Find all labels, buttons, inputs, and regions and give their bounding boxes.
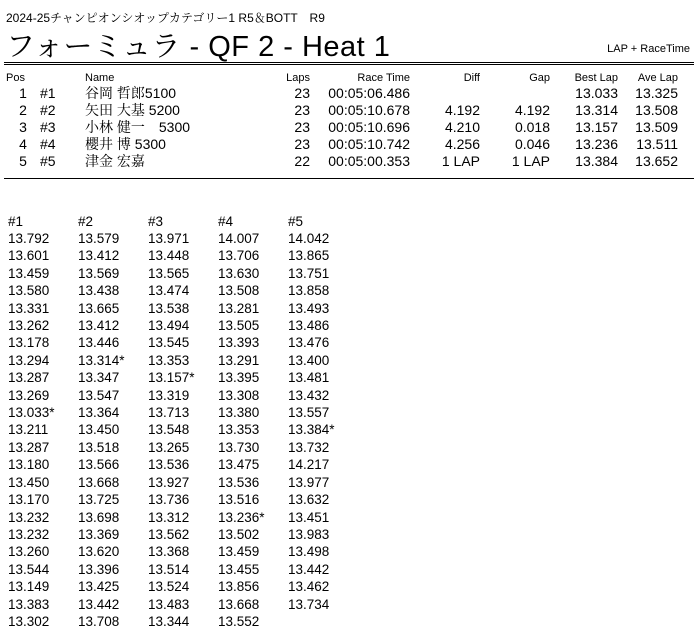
lap-time-cell: 13.552 [218,613,260,629]
pos-cell: 1 [19,85,27,101]
race-time-cell: 00:05:10.742 [328,136,410,152]
lap-time-cell: 13.708 [78,613,120,629]
lap-time-cell: 13.481 [288,370,330,386]
lap-time-cell: 13.446 [78,335,120,351]
lap-row [8,282,358,299]
pos-cell: 4 [19,136,27,152]
scoring-mode: LAP + RaceTime [607,43,690,55]
lap-row [8,387,358,404]
lap-time-cell: 13.180 [8,457,50,473]
lap-time-cell: 13.579 [78,231,120,246]
lap-time-cell: 13.536 [148,457,190,473]
lap-time-cell: 13.331 [8,300,50,316]
lap-time-cell: 13.548 [148,422,190,438]
table-row [0,85,678,102]
lap-time-cell: 13.927 [148,474,190,490]
lap-times-table [8,213,358,630]
lap-time-cell: 13.505 [218,318,260,334]
lap-time-cell: 13.312 [148,509,190,525]
lap-row [8,578,358,595]
lap-time-cell: 13.455 [218,561,260,577]
best-lap-cell: 13.033 [575,85,618,101]
lap-row [8,439,358,456]
column-header-driver-name: Name [85,72,115,84]
lap-time-cell: 13.442 [288,561,330,577]
ave-lap-cell: 13.652 [635,153,678,169]
lap-time-cell: 13.514 [148,561,190,577]
lap-time-cell: 13.344 [148,613,190,629]
lap-time-cell: 13.314* [78,352,125,368]
lap-row [8,474,358,491]
lap-row [8,334,358,351]
lap-row [8,369,358,386]
lap-time-cell: 13.856 [218,579,260,595]
lap-row [8,491,358,508]
lap-time-cell: 13.425 [78,579,120,595]
table-row [0,102,678,119]
header-divider [4,62,694,63]
lap-time-cell: 13.562 [148,526,190,542]
car-number-cell: #1 [40,85,56,101]
lap-row [8,300,358,317]
lap-time-cell: 13.450 [78,422,120,438]
lap-column-header: #3 [148,214,164,229]
lap-time-cell: 13.178 [8,335,50,351]
lap-time-cell: 13.983 [288,526,330,542]
results-table [0,71,678,170]
race-time-cell: 00:05:06.486 [328,85,410,101]
lap-time-cell: 13.865 [288,248,330,264]
lap-time-cell: 13.698 [78,509,120,525]
ave-lap-cell: 13.508 [635,102,678,118]
lap-time-cell [288,613,358,630]
lap-time-cell: 13.544 [8,561,50,577]
lap-time-cell: 13.734 [288,596,330,612]
lap-time-cell: 13.518 [78,439,120,455]
gap-cell [480,85,550,102]
lap-time-cell: 13.287 [8,439,50,455]
diff-cell: 4.256 [444,136,480,152]
column-header-diff: Diff [463,72,480,84]
lap-time-cell: 13.569 [78,265,120,281]
lap-time-cell: 13.483 [148,596,190,612]
lap-time-cell: 13.232 [8,509,50,525]
lap-time-cell: 13.580 [8,283,50,299]
lap-time-cell: 13.347 [78,370,120,386]
lap-time-cell: 13.368 [148,544,190,560]
lap-time-cell: 13.450 [8,474,50,490]
laps-cell: 23 [294,136,310,152]
lap-row [8,247,358,264]
lap-time-cell: 13.977 [288,474,330,490]
lap-times-body [8,230,358,630]
lap-time-cell: 13.536 [218,474,260,490]
lap-time-cell: 13.475 [218,457,260,473]
lap-time-cell: 13.601 [8,248,50,264]
lap-time-cell: 13.412 [78,318,120,334]
lap-time-cell: 13.291 [218,352,260,368]
lap-time-cell: 13.353 [148,352,190,368]
lap-time-cell: 13.448 [148,248,190,264]
race-time-cell: 00:05:10.678 [328,102,410,118]
lap-time-cell: 13.170 [8,492,50,508]
lap-row [8,526,358,543]
gap-cell: 1 LAP [511,153,550,169]
lap-time-cell: 13.033* [8,405,55,421]
lap-time-cell: 13.432 [288,387,330,403]
lap-time-cell: 13.665 [78,300,120,316]
driver-name-cell: 小林 健一 5300 [85,119,191,135]
lap-time-cell: 13.380 [218,405,260,421]
lap-time-cell: 13.294 [8,352,50,368]
lap-time-cell: 13.792 [8,231,50,246]
lap-time-cell: 13.620 [78,544,120,560]
pos-cell: 5 [19,153,27,169]
lap-time-cell: 13.364 [78,405,120,421]
lap-time-cell: 13.442 [78,596,120,612]
lap-time-cell: 13.269 [8,387,50,403]
column-header-laps: Laps [286,72,310,84]
diff-cell: 4.192 [444,102,480,118]
lap-row [8,421,358,438]
car-number-cell: #2 [40,102,56,118]
lap-time-cell: 13.502 [218,526,260,542]
pos-cell: 2 [19,102,27,118]
ave-lap-cell: 13.509 [635,119,678,135]
lap-time-cell: 13.459 [8,265,50,281]
laps-cell: 23 [294,119,310,135]
lap-time-cell: 13.547 [78,387,120,403]
lap-time-cell: 13.308 [218,387,260,403]
lap-row [8,265,358,282]
column-header-race-time: Race Time [357,72,410,84]
lap-time-cell: 13.476 [288,335,330,351]
lap-row [8,613,358,630]
lap-time-cell: 13.545 [148,335,190,351]
laps-cell: 23 [294,102,310,118]
laps-cell: 22 [294,153,310,169]
lap-column-header: #2 [78,214,94,229]
results-header-row [0,71,678,85]
gap-cell: 4.192 [514,102,550,118]
column-header-car-number [40,71,85,85]
driver-name-cell: 津金 宏嘉 [85,153,145,169]
table-row [0,153,678,170]
best-lap-cell: 13.236 [575,136,618,152]
lap-times-header-row [8,213,358,230]
lap-time-cell: 13.412 [78,248,120,264]
lap-row [8,456,358,473]
lap-row [8,352,358,369]
lap-time-cell: 13.668 [218,596,260,612]
page-title: フォーミュラ - QF 2 - Heat 1 [6,31,391,63]
best-lap-cell: 13.157 [575,119,618,135]
lap-time-cell: 13.474 [148,283,190,299]
lap-row [8,317,358,334]
lap-row [8,543,358,560]
ave-lap-cell: 13.325 [635,85,678,101]
lap-time-cell: 13.462 [288,579,330,595]
lap-time-cell: 13.494 [148,318,190,334]
lap-time-cell: 13.538 [148,300,190,316]
lap-time-cell: 13.265 [148,439,190,455]
lap-time-cell: 13.438 [78,283,120,299]
driver-name-cell: 谷岡 哲郎5100 [85,85,177,101]
lap-time-cell: 13.383 [8,596,50,612]
driver-name-cell: 櫻井 博 5300 [85,136,166,152]
car-number-cell: #3 [40,119,56,135]
lap-row [8,404,358,421]
lap-time-cell: 13.369 [78,526,120,542]
lap-time-cell: 13.236* [218,509,265,525]
lap-row [8,509,358,526]
lap-time-cell: 13.565 [148,265,190,281]
race-time-cell: 00:05:00.353 [328,153,410,169]
lap-time-cell: 13.157* [148,370,195,386]
event-subtitle: 2024-25チャンピオンシオップカテゴリー1 R5＆BOTT R9 [6,11,325,25]
lap-time-cell: 13.516 [218,492,260,508]
lap-time-cell: 13.396 [78,561,120,577]
table-row [0,119,678,136]
lap-time-cell: 13.287 [8,370,50,386]
laps-cell: 23 [294,85,310,101]
best-lap-cell: 13.384 [575,153,618,169]
lap-column-header: #1 [8,214,24,229]
lap-time-cell: 13.211 [8,422,49,438]
lap-time-cell: 13.486 [288,318,330,334]
lap-time-cell: 13.725 [78,492,120,508]
lap-row [8,596,358,613]
lap-time-cell: 13.566 [78,457,120,473]
lap-time-cell: 13.630 [218,265,260,281]
column-header-ave-lap: Ave Lap [637,72,678,84]
race-time-cell: 00:05:10.696 [328,119,410,135]
lap-time-cell: 13.459 [218,544,260,560]
lap-time-cell: 13.732 [288,439,330,455]
lap-time-cell: 13.557 [288,405,330,421]
header-divider-double [4,64,694,65]
lap-time-cell: 13.353 [218,422,260,438]
car-number-cell: #5 [40,153,56,169]
car-number-cell: #4 [40,136,56,152]
lap-column-header: #4 [218,214,234,229]
lap-time-cell: 13.858 [288,283,330,299]
lap-time-cell: 13.149 [8,579,50,595]
lap-time-cell: 13.751 [288,265,330,281]
lap-time-cell: 13.319 [148,387,190,403]
lap-time-cell: 13.393 [218,335,260,351]
diff-cell: 1 LAP [441,153,480,169]
lap-time-cell: 13.508 [218,283,260,299]
lap-time-cell: 13.262 [8,318,50,334]
lap-time-cell: 13.384* [288,422,335,438]
lap-column-header: #5 [288,214,304,229]
lap-time-cell: 13.281 [218,300,260,316]
lap-time-cell: 13.713 [148,405,190,421]
lap-time-cell: 13.668 [78,474,120,490]
lap-time-cell: 13.493 [288,300,330,316]
lap-time-cell: 14.007 [218,231,260,246]
ave-lap-cell: 13.511 [636,136,678,152]
lap-time-cell: 13.400 [288,352,330,368]
results-divider [4,178,694,179]
results-body [0,85,678,170]
lap-row [8,230,358,247]
best-lap-cell: 13.314 [575,102,618,118]
table-row [0,136,678,153]
lap-time-cell: 13.395 [218,370,260,386]
gap-cell: 0.018 [514,119,550,135]
driver-name-cell: 矢田 大基 5200 [85,102,180,118]
lap-row [8,561,358,578]
lap-time-cell: 14.042 [288,231,330,246]
lap-time-cell: 13.524 [148,579,190,595]
lap-time-cell: 13.730 [218,439,260,455]
gap-cell: 0.046 [514,136,550,152]
lap-time-cell: 14.217 [288,457,330,473]
pos-cell: 3 [19,119,27,135]
lap-time-cell: 13.736 [148,492,190,508]
column-header-best-lap: Best Lap [574,72,618,84]
column-header-gap: Gap [529,72,550,84]
diff-cell [410,85,480,102]
lap-time-cell: 13.260 [8,544,50,560]
lap-time-cell: 13.971 [148,231,190,246]
lap-time-cell: 13.302 [8,613,50,629]
lap-time-cell: 13.232 [8,526,50,542]
column-header-pos: Pos [6,72,25,84]
lap-time-cell: 13.451 [288,509,330,525]
lap-time-cell: 13.498 [288,544,330,560]
lap-time-cell: 13.632 [288,492,330,508]
lap-time-cell: 13.706 [218,248,260,264]
diff-cell: 4.210 [444,119,480,135]
